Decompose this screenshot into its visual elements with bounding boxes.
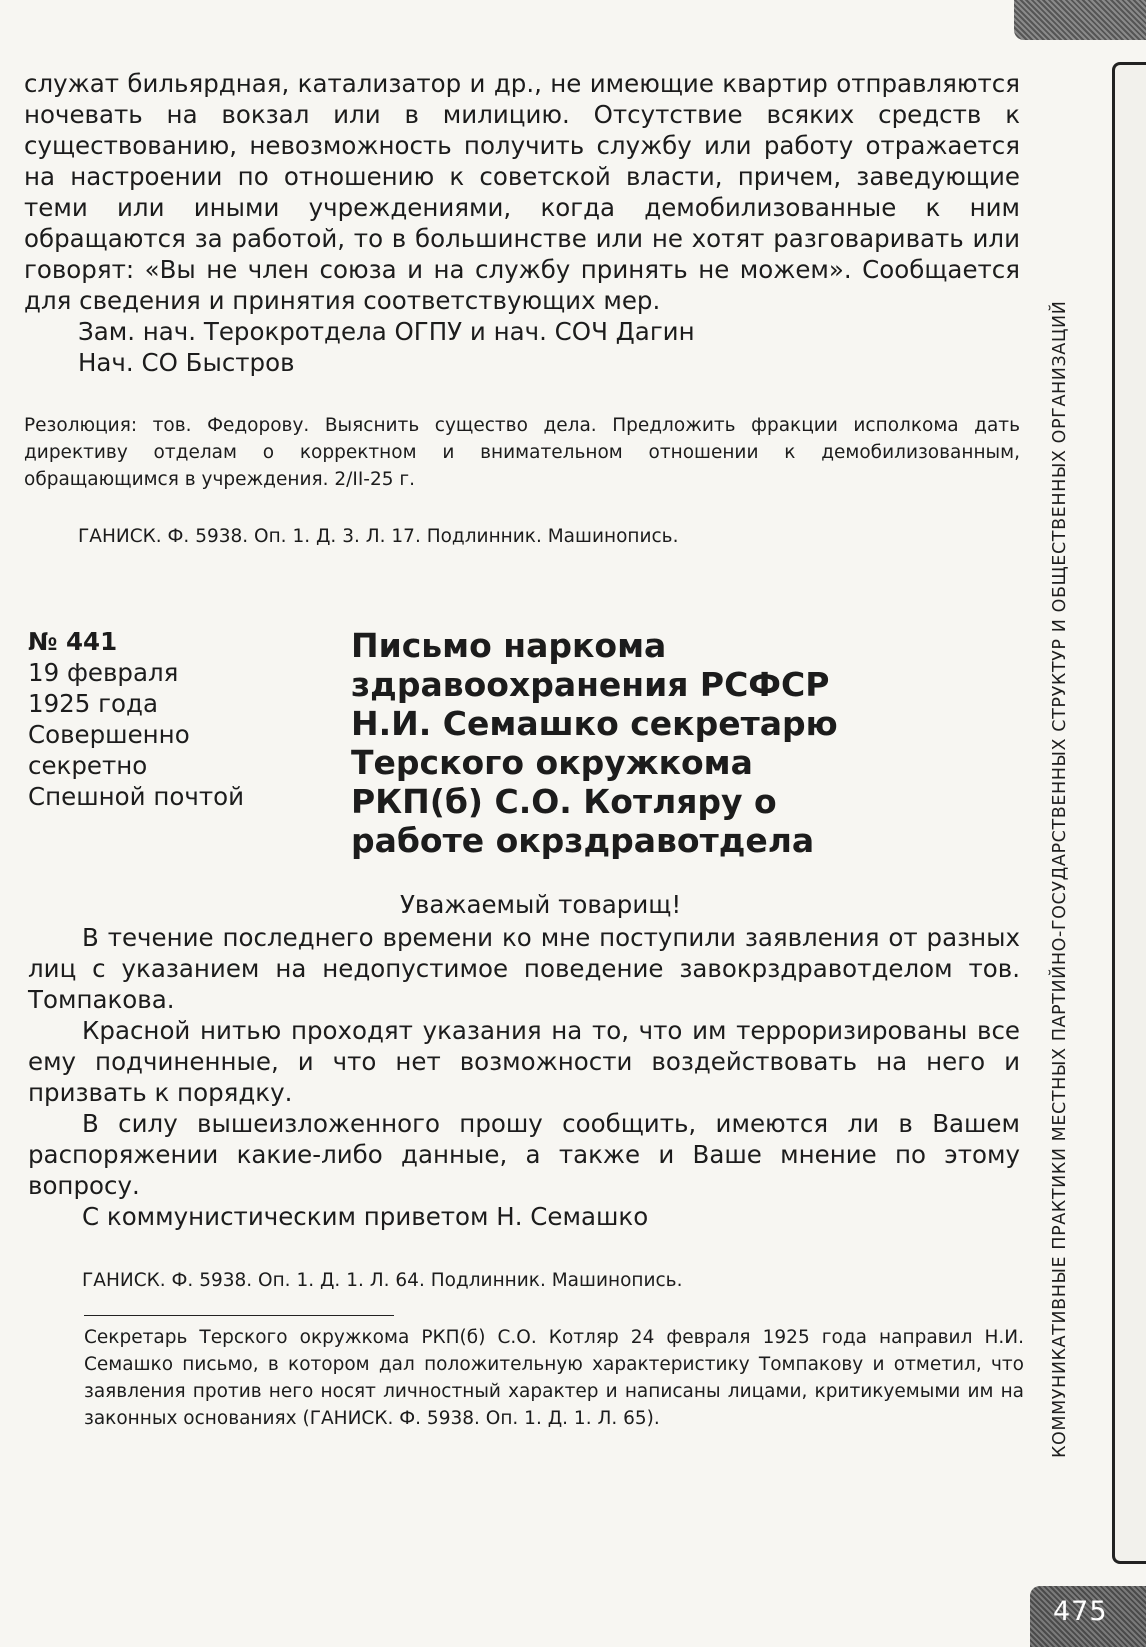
archive-reference-block: [24, 524, 1020, 550]
delivery-mode: Спешной почтой: [28, 782, 245, 811]
document-date: 1925 года: [28, 689, 158, 718]
footnote-separator: [84, 1315, 394, 1316]
document-title: Письмо наркома здравоохранения РСФСР Н.И. Семашко секретарю Терского окружкома РКП(б) С.О. Котляру о работе окрздравотдела: [351, 626, 838, 860]
signature-line: Нач. СО Быстров: [78, 348, 295, 377]
classification: Совершенно: [28, 720, 190, 749]
archive-reference-block: [28, 1268, 1024, 1294]
letter-body: [28, 922, 1020, 1232]
previous-document-paragraph: служат бильярдная, катализатор и др., не имеющие квартир отправляются ночевать на вокзал или в милицию. Отсутствие всяких средств к существованию, невозможность получить службу или работу отражается на настроении по отношению к советской власти, причем, заведующие теми или иными учреждениями, когда демобилизованные к ним обращаются за работой, то в большинстве или не хотят разговаривать или говорят: «Вы не член союза и на службу принять не можем». Сообщается для сведения и принятия соответствующих мер.: [24, 69, 1020, 315]
letter-closing: С коммунистическим приветом Н. Семашко: [82, 1202, 649, 1231]
letter-paragraph: Красной нитью проходят указания на то, что им терроризированы все ему подчиненные, и что нет возможности воздействовать на него и призвать к порядку.: [28, 1016, 1020, 1107]
footnote-block: [84, 1324, 1024, 1432]
document-number: № 441: [28, 627, 118, 656]
side-frame-decoration: [1112, 62, 1146, 1564]
archive-reference: ГАНИСК. Ф. 5938. Оп. 1. Д. 1. Л. 64. Подлинник. Машинопись.: [82, 1270, 683, 1291]
corner-tab-decoration: [1014, 0, 1146, 40]
previous-document: [24, 68, 1020, 378]
classification: секретно: [28, 751, 148, 780]
page-number: 475: [1053, 1596, 1108, 1627]
running-section-title: КОММУНИКАТИВНЫЕ ПРАКТИКИ МЕСТНЫХ ПАРТИЙНО-ГОСУДАРСТВЕННЫХ СТРУКТУР И ОБЩЕСТВЕННЫХ ОРГАНИЗАЦИЙ: [1050, 300, 1070, 1458]
letter-paragraph: В силу вышеизложенного прошу сообщить, имеются ли в Вашем распоряжении какие-либо данные, а также и Ваше мнение по этому вопросу.: [28, 1109, 1020, 1200]
footnote-text: Секретарь Терского окружкома РКП(б) С.О. Котляр 24 февраля 1925 года направил Н.И. Семашко письмо, в котором дал положительную характеристику Томпакову и отметил, что заявления против него носят личностный характер и написаны лицами, критикуемыми им на законных основаниях (ГАНИСК. Ф. 5938. Оп. 1. Д. 1. Л. 65).: [84, 1327, 1024, 1429]
resolution-text: Резолюция: тов. Федорову. Выяснить существо дела. Предложить фракции исполкома дать директиву отделам о корректном и внимательном отношении к демобилизованным, обращающимся в учреждения. 2/II-25 г.: [24, 415, 1020, 490]
signature-line: Зам. нач. Терокротдела ОГПУ и нач. СОЧ Дагин: [78, 317, 695, 346]
document-meta: [28, 626, 318, 812]
document-date: 19 февраля: [28, 658, 179, 687]
resolution-block: [24, 412, 1020, 493]
greeting: Уважаемый товарищ!: [400, 890, 682, 919]
archive-reference: ГАНИСК. Ф. 5938. Оп. 1. Д. 3. Л. 17. Подлинник. Машинопись.: [78, 526, 679, 547]
letter-paragraph: В течение последнего времени ко мне поступили заявления от разных лиц с указанием на недопустимое поведение завокрздравотделом тов. Томпакова.: [28, 923, 1020, 1014]
